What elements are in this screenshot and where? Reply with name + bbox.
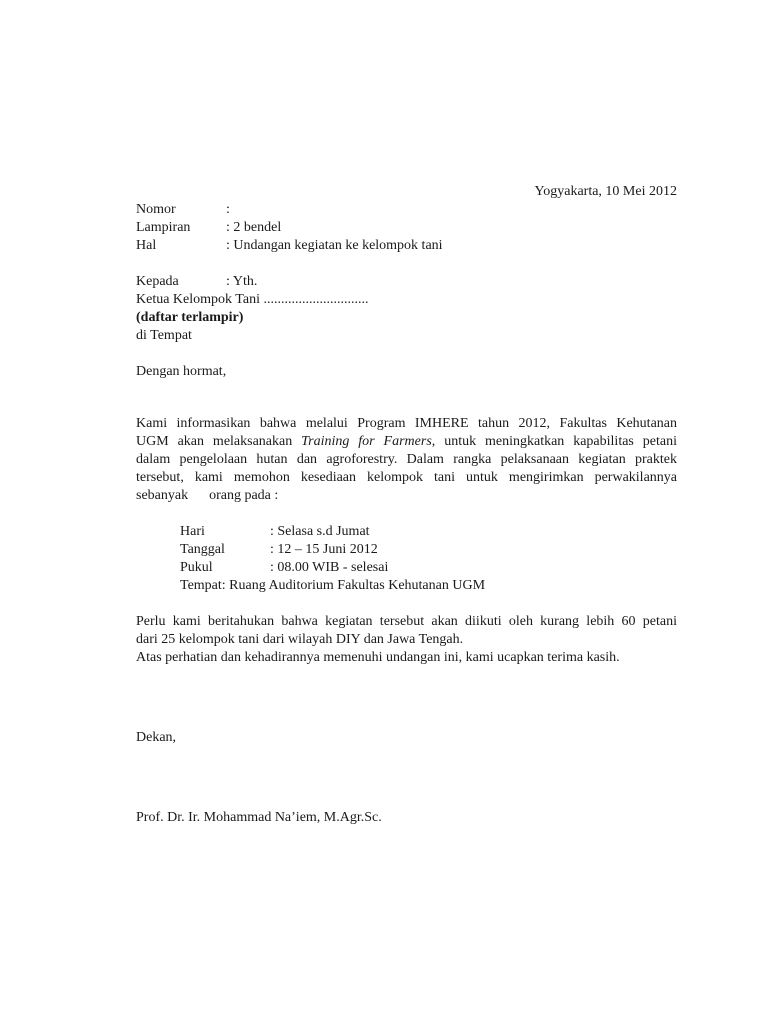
body-line: tersebut, kami memohon kesediaan kelompok tani untuk mengirimkan perwakilannya [136, 470, 677, 485]
meta-value: : [226, 202, 230, 217]
schedule-label: Pukul [180, 560, 213, 575]
signatory-name: Prof. Dr. Ir. Mohammad Na’iem, M.Agr.Sc. [136, 810, 382, 825]
meta-label: Hal [136, 238, 157, 253]
recipient-line-2: (daftar terlampir) [136, 310, 244, 325]
schedule-venue: Tempat: Ruang Auditorium Fakultas Kehutanan UGM [180, 578, 486, 593]
body-line: dari 25 kelompok tani dari wilayah DIY dan Jawa Tengah. [136, 632, 464, 647]
body-line: sebanyak orang pada : [136, 488, 279, 503]
meta-label: Nomor [136, 202, 176, 217]
schedule-value: : Selasa s.d Jumat [270, 524, 370, 539]
meta-value: : Undangan kegiatan ke kelompok tani [226, 238, 443, 253]
schedule-value: : 12 – 15 Juni 2012 [270, 542, 378, 557]
meta-value: : 2 bendel [226, 220, 282, 235]
body-line [136, 433, 677, 451]
place-date: Yogyakarta, 10 Mei 2012 [534, 184, 677, 199]
body-line: Perlu kami beritahukan bahwa kegiatan tersebut akan diikuti oleh kurang lebih 60 petani [136, 614, 677, 629]
schedule-value: : 08.00 WIB - selesai [270, 560, 389, 575]
recipient-value: : Yth. [226, 274, 258, 289]
body-line: dalam pengelolaan hutan dan agroforestry. Dalam rangka pelaksanaan kegiatan praktek [136, 452, 677, 467]
schedule-label: Hari [180, 524, 205, 539]
recipient-line-3: di Tempat [136, 328, 192, 343]
schedule-label: Tanggal [180, 542, 225, 557]
program-title: Training for Farmers [301, 434, 432, 449]
closing: Dekan, [136, 730, 177, 745]
meta-label: Lampiran [136, 220, 191, 235]
body-line: Atas perhatian dan kehadirannya memenuhi undangan ini, kami ucapkan terima kasih. [136, 650, 620, 665]
body-paragraph-2 [136, 613, 677, 667]
body-paragraph-1 [136, 415, 677, 505]
body-text: UGM akan melaksanakan [136, 434, 302, 449]
body-line: Kami informasikan bahwa melalui Program IMHERE tahun 2012, Fakultas Kehutanan [136, 416, 677, 431]
recipient-label: Kepada [136, 274, 179, 289]
recipient-line-1: Ketua Kelompok Tani .............................. [136, 292, 369, 307]
salutation: Dengan hormat, [136, 364, 227, 379]
body-text: , untuk meningkatkan kapabilitas petani [431, 434, 677, 449]
